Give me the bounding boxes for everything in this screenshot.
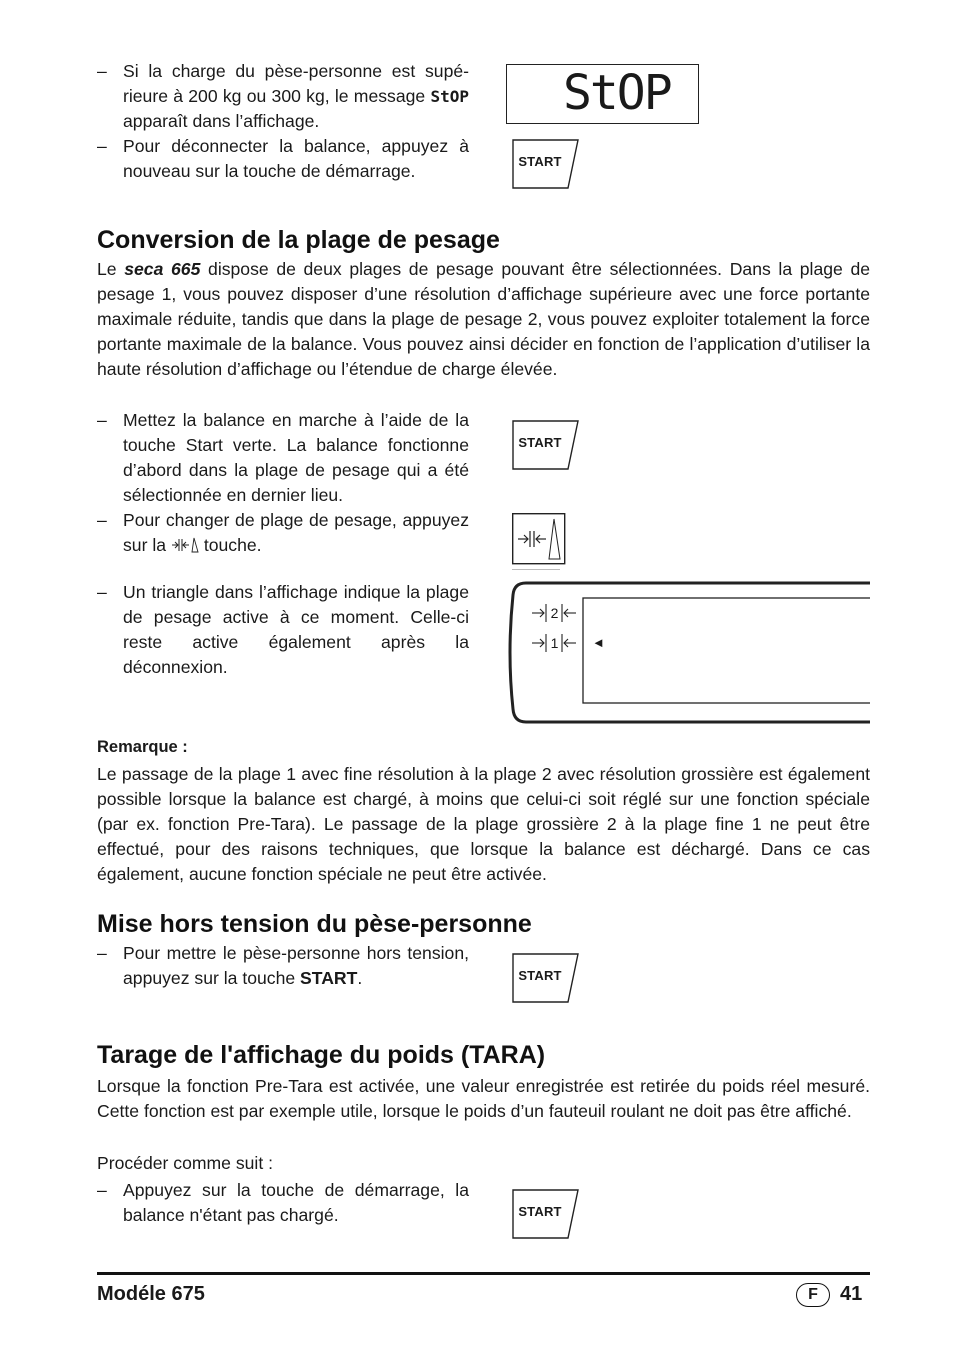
start-key: START — [512, 1189, 580, 1239]
start-key: START — [512, 953, 580, 1003]
range-switch-inline-icon — [171, 536, 199, 554]
start-key: START — [512, 420, 580, 470]
stop-inline: StOP — [430, 87, 469, 106]
footer-page — [796, 1281, 862, 1307]
range-label-2: 2 — [550, 605, 559, 621]
page-number: 41 — [840, 1283, 863, 1305]
tarage-proceed: Procéder comme suit : — [97, 1153, 273, 1173]
list-item: – Pour mettre le pèse-personne hors tension, appuyez sur la touche START. — [97, 943, 469, 988]
product-name: seca 665 — [124, 259, 201, 279]
mise-hors-bullets — [97, 941, 469, 991]
divider — [512, 569, 560, 570]
active-range-indicator-icon: ◄ — [592, 635, 605, 650]
list-item: – Un triangle dans l’affichage indique la plage de pesage active à ce moment. Celle-ci reste active également après la déconnexion. — [97, 582, 469, 677]
footer-rule — [97, 1272, 870, 1275]
range-switch-key — [512, 513, 566, 565]
remarque-title: Remarque : — [97, 738, 188, 756]
conversion-intro: Le seca 665 dispose de deux plages de pesage pouvant être sélectionnées. Dans la plage de pesage 1, vous pouvez disposer d’une résolution d’affichage supérieure avec une force portante maximale réduite, tandis que dans la plage de pesage 2, vous pouvez exploiter totalement la force portante maximale de la balance. Vous pouvez ainsi décider en fonction de l’application d’utiliser la haute résolution d’affichage ou l’étendue de charge élevée. — [97, 259, 871, 379]
list-item: – Pour changer de plage de pesage, appuyez sur la touche. — [97, 510, 469, 555]
list-item: – Si la charge du pèse-personne est supé-rieure à 200 kg ou 300 kg, le message StOP apparaît dans l’affichage. — [97, 61, 469, 131]
conversion-bullets — [97, 408, 469, 680]
range-display — [504, 581, 870, 725]
list-item: – Appuyez sur la touche de démarrage, la balance n'étant pas chargé. — [97, 1180, 469, 1225]
heading-tarage: Tarage de l'affichage du poids (TARA) — [97, 1041, 546, 1069]
top-bullets — [97, 59, 469, 184]
start-key: START — [512, 139, 580, 189]
stop-display-text: StOP — [563, 65, 671, 121]
remarque-text: Le passage de la plage 1 avec fine résolution à la plage 2 avec résolution grossière est également possible lorsque la balance est chargé, à moins que celui-ci soit réglé sur une fonction spéciale (par ex. fonction Pre-Tara). Le passage de la plage grossière 2 à la plage fine 1 ne peut être effectué, pour des raisons techniques, que lorsque la balance est déchargé. Dans ce cas également, aucune fonction spéciale ne peut être activée. — [97, 764, 870, 884]
list-item: – Pour déconnecter la balance, appuyez à nouveau sur la touche de démarrage. — [97, 136, 469, 181]
stop-display — [506, 64, 699, 124]
list-item: – Mettez la balance en marche à l’aide de la touche Start verte. La balance fonctionne d’abord dans la plage de pesage qui a été sélectionnée en dernier lieu. — [97, 410, 469, 505]
tarage-bullets — [97, 1178, 469, 1228]
range-switch-icon — [512, 513, 566, 565]
range-label-1: 1 — [550, 635, 559, 651]
range-display-frame-icon — [504, 581, 870, 725]
heading-mise-hors-tension: Mise hors tension du pèse-personne — [97, 910, 532, 938]
tarage-intro: Lorsque la fonction Pre-Tara est activée, une valeur enregistrée est retirée du poids réel mesuré. Cette fonction est par exemple utile, lorsque le poids d’un fauteuil roulant ne doit pas être affiché. — [97, 1076, 870, 1121]
footer-model: Modéle 675 — [97, 1283, 205, 1305]
language-badge: F — [796, 1283, 830, 1307]
heading-conversion: Conversion de la plage de pesage — [97, 226, 500, 254]
